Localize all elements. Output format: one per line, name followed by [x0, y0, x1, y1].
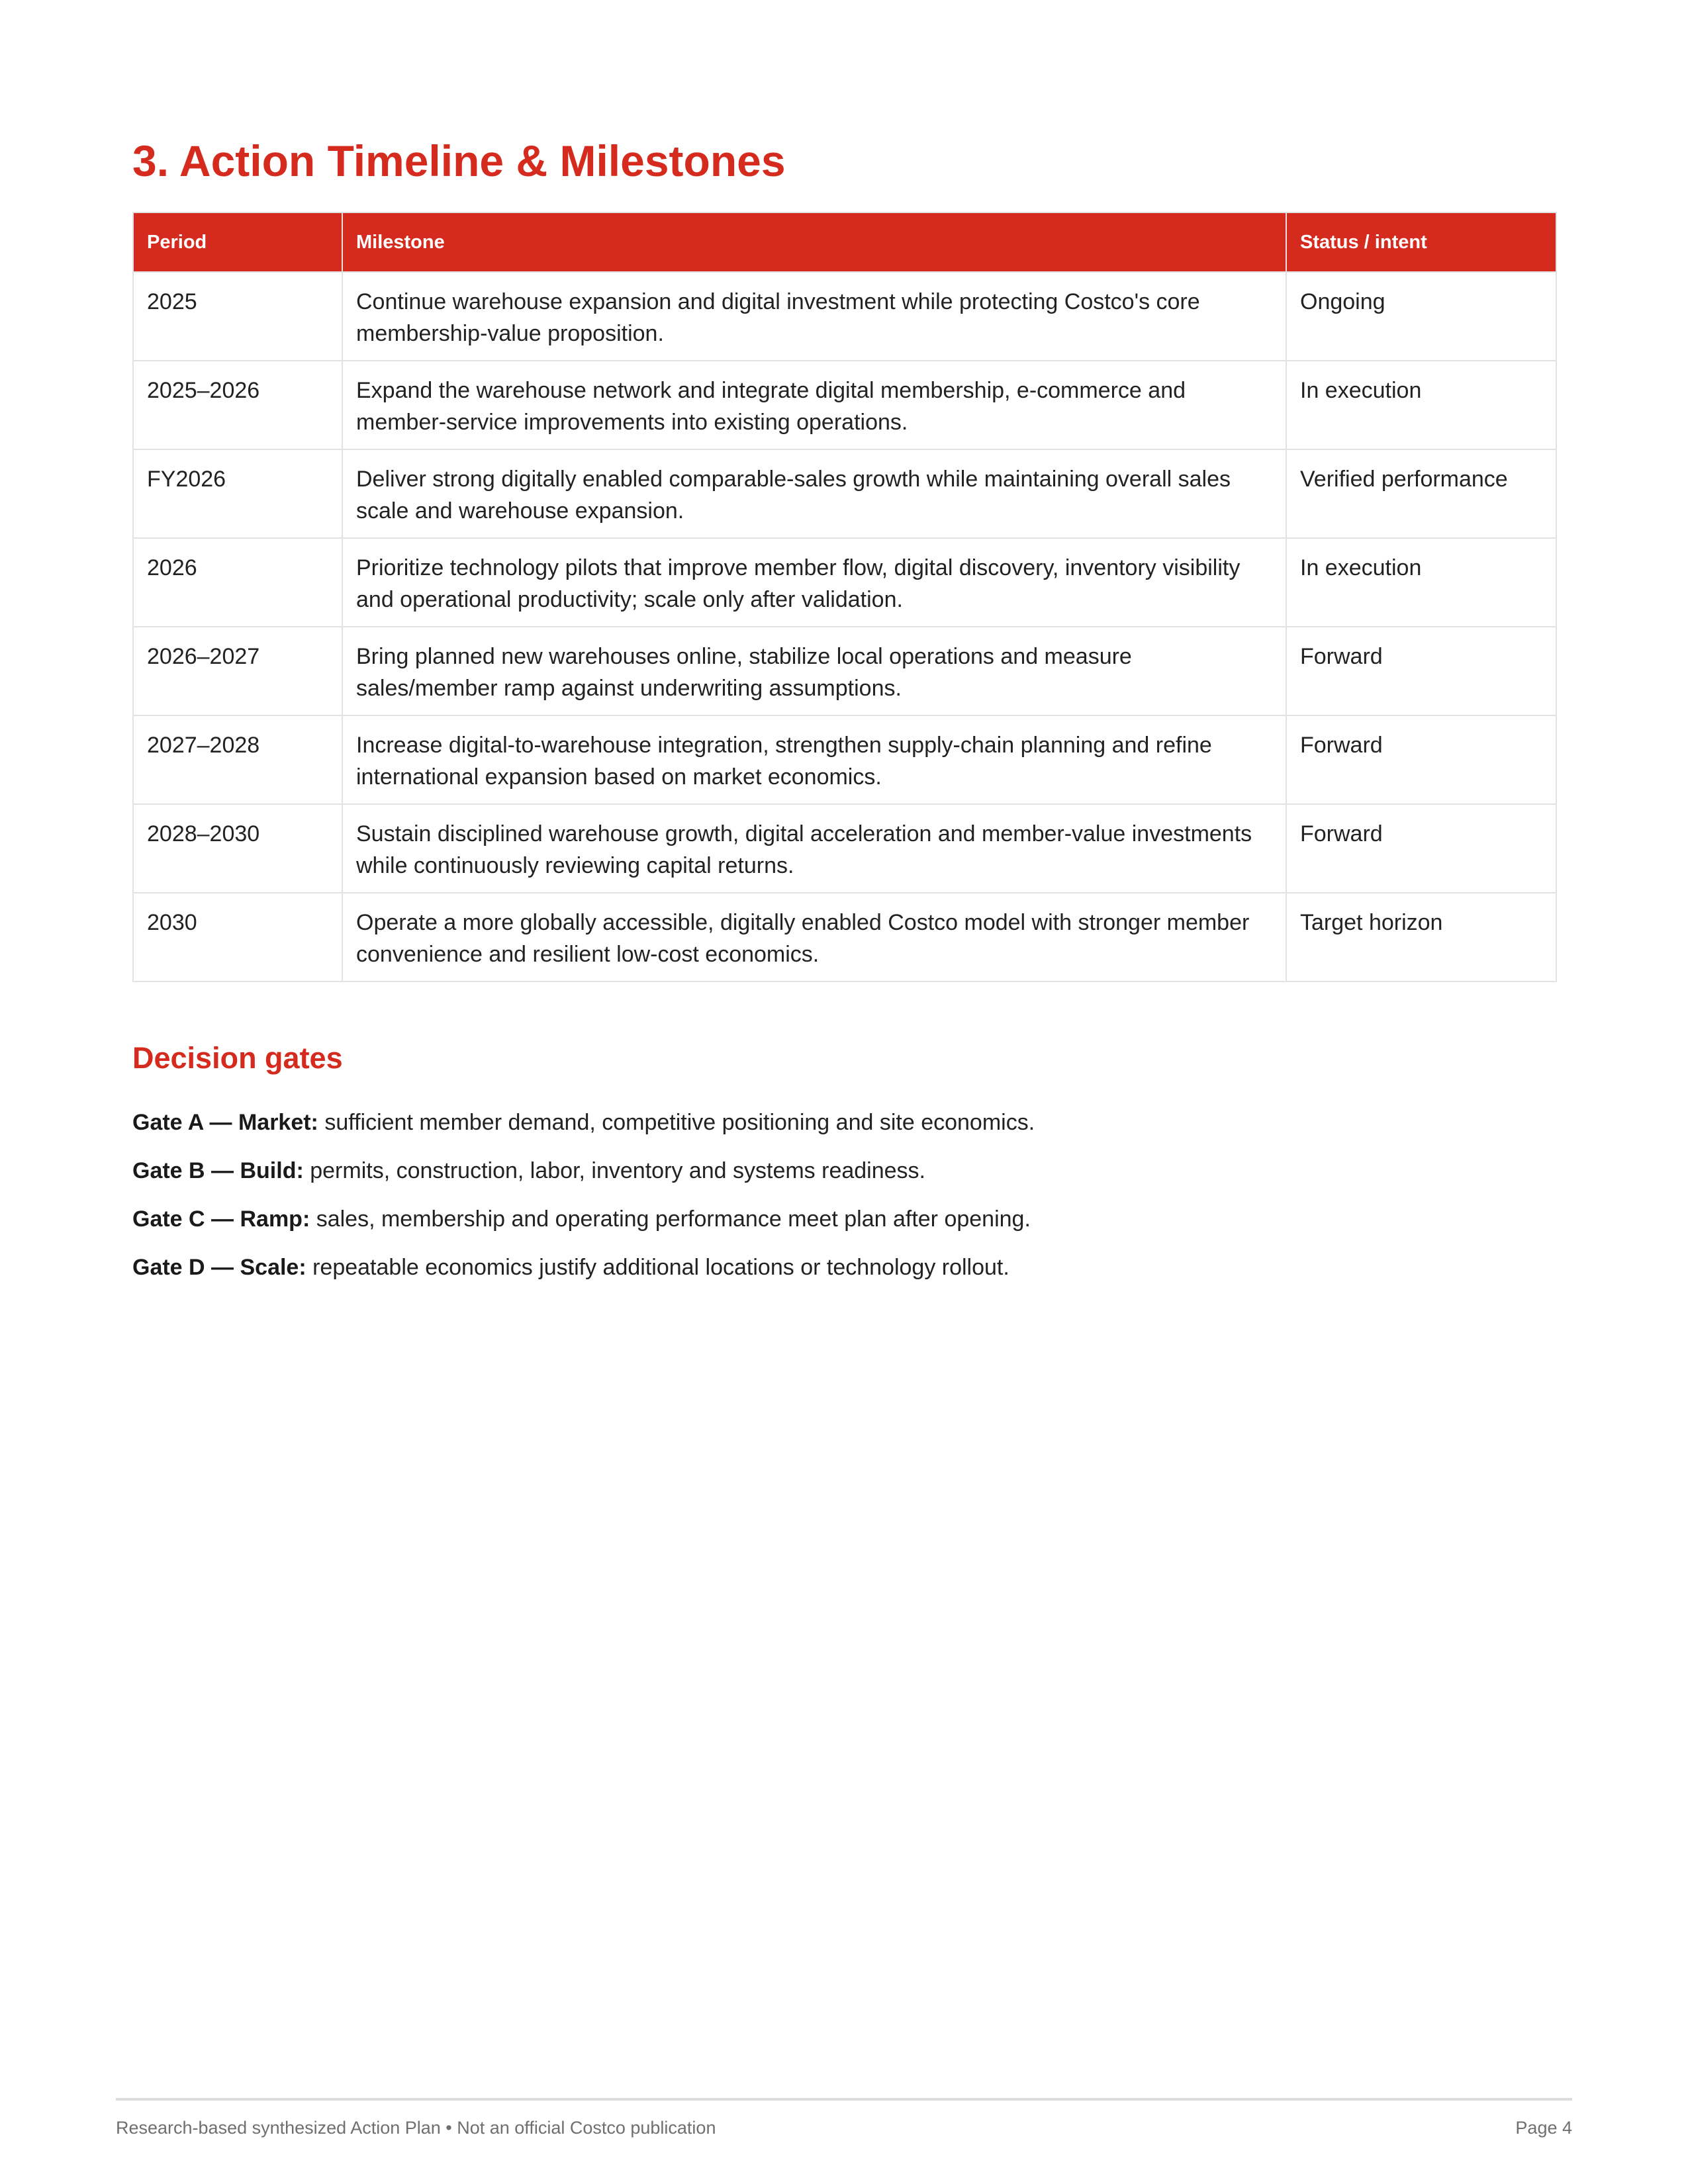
cell-period: 2025 [133, 272, 342, 361]
table-header-row [133, 212, 1556, 272]
cell-status: Forward [1286, 804, 1556, 893]
cell-milestone: Continue warehouse expansion and digital investment while protecting Costco's core membership-value proposition. [342, 272, 1286, 361]
page-title: 3. Action Timeline & Milestones [132, 136, 786, 185]
gate-label: Gate C — Ramp: [132, 1206, 310, 1232]
table-row [133, 449, 1556, 538]
cell-milestone: Bring planned new warehouses online, stabilize local operations and measure sales/member ramp against underwriting assumptions. [342, 627, 1286, 715]
table-row [133, 272, 1556, 361]
cell-milestone: Increase digital-to-warehouse integration, strengthen supply-chain planning and refine international expansion based on market economics. [342, 715, 1286, 804]
cell-period: 2028–2030 [133, 804, 342, 893]
cell-period: 2030 [133, 893, 342, 981]
cell-milestone: Prioritize technology pilots that improve member flow, digital discovery, inventory visibility and operational productivity; scale only after validation. [342, 538, 1286, 627]
cell-status: Target horizon [1286, 893, 1556, 981]
table-row [133, 893, 1556, 981]
cell-status: Forward [1286, 715, 1556, 804]
cell-period: 2025–2026 [133, 361, 342, 449]
decision-gates-list [132, 1107, 1556, 1300]
gate-item-b [132, 1155, 1556, 1187]
table-row [133, 804, 1556, 893]
gate-text: repeatable economics justify additional locations or technology rollout. [306, 1255, 1009, 1280]
gate-label: Gate B — Build: [132, 1158, 304, 1183]
gate-label: Gate D — Scale: [132, 1255, 306, 1280]
cell-status: Verified performance [1286, 449, 1556, 538]
gate-item-c [132, 1203, 1556, 1235]
decision-gates-heading: Decision gates [132, 1041, 343, 1075]
table-row [133, 627, 1556, 715]
gate-text: sales, membership and operating performance meet plan after opening. [310, 1206, 1031, 1232]
gate-label: Gate A — Market: [132, 1110, 318, 1135]
gate-item-a [132, 1107, 1556, 1138]
cell-period: FY2026 [133, 449, 342, 538]
cell-period: 2026–2027 [133, 627, 342, 715]
table-row [133, 538, 1556, 627]
table-row [133, 361, 1556, 449]
milestones-table [132, 212, 1557, 982]
cell-milestone: Sustain disciplined warehouse growth, digital acceleration and member-value investments while continuously reviewing capital returns. [342, 804, 1286, 893]
footer-disclaimer: Research-based synthesized Action Plan • Not an official Costco publication [116, 2118, 716, 2138]
gate-text: permits, construction, labor, inventory and systems readiness. [303, 1158, 925, 1183]
cell-period: 2027–2028 [133, 715, 342, 804]
gate-item-d [132, 1251, 1556, 1283]
gate-text: sufficient member demand, competitive positioning and site economics. [318, 1110, 1035, 1135]
cell-period: 2026 [133, 538, 342, 627]
cell-status: Ongoing [1286, 272, 1556, 361]
cell-milestone: Expand the warehouse network and integrate digital membership, e-commerce and member-service improvements into existing operations. [342, 361, 1286, 449]
header-milestone: Milestone [342, 212, 1286, 272]
cell-status: Forward [1286, 627, 1556, 715]
cell-milestone: Deliver strong digitally enabled comparable-sales growth while maintaining overall sales scale and warehouse expansion. [342, 449, 1286, 538]
header-status: Status / intent [1286, 212, 1556, 272]
cell-status: In execution [1286, 361, 1556, 449]
header-period: Period [133, 212, 342, 272]
page-number: Page 4 [1515, 2118, 1572, 2138]
cell-status: In execution [1286, 538, 1556, 627]
footer-divider [116, 2098, 1572, 2101]
table-row [133, 715, 1556, 804]
cell-milestone: Operate a more globally accessible, digitally enabled Costco model with stronger member convenience and resilient low-cost economics. [342, 893, 1286, 981]
